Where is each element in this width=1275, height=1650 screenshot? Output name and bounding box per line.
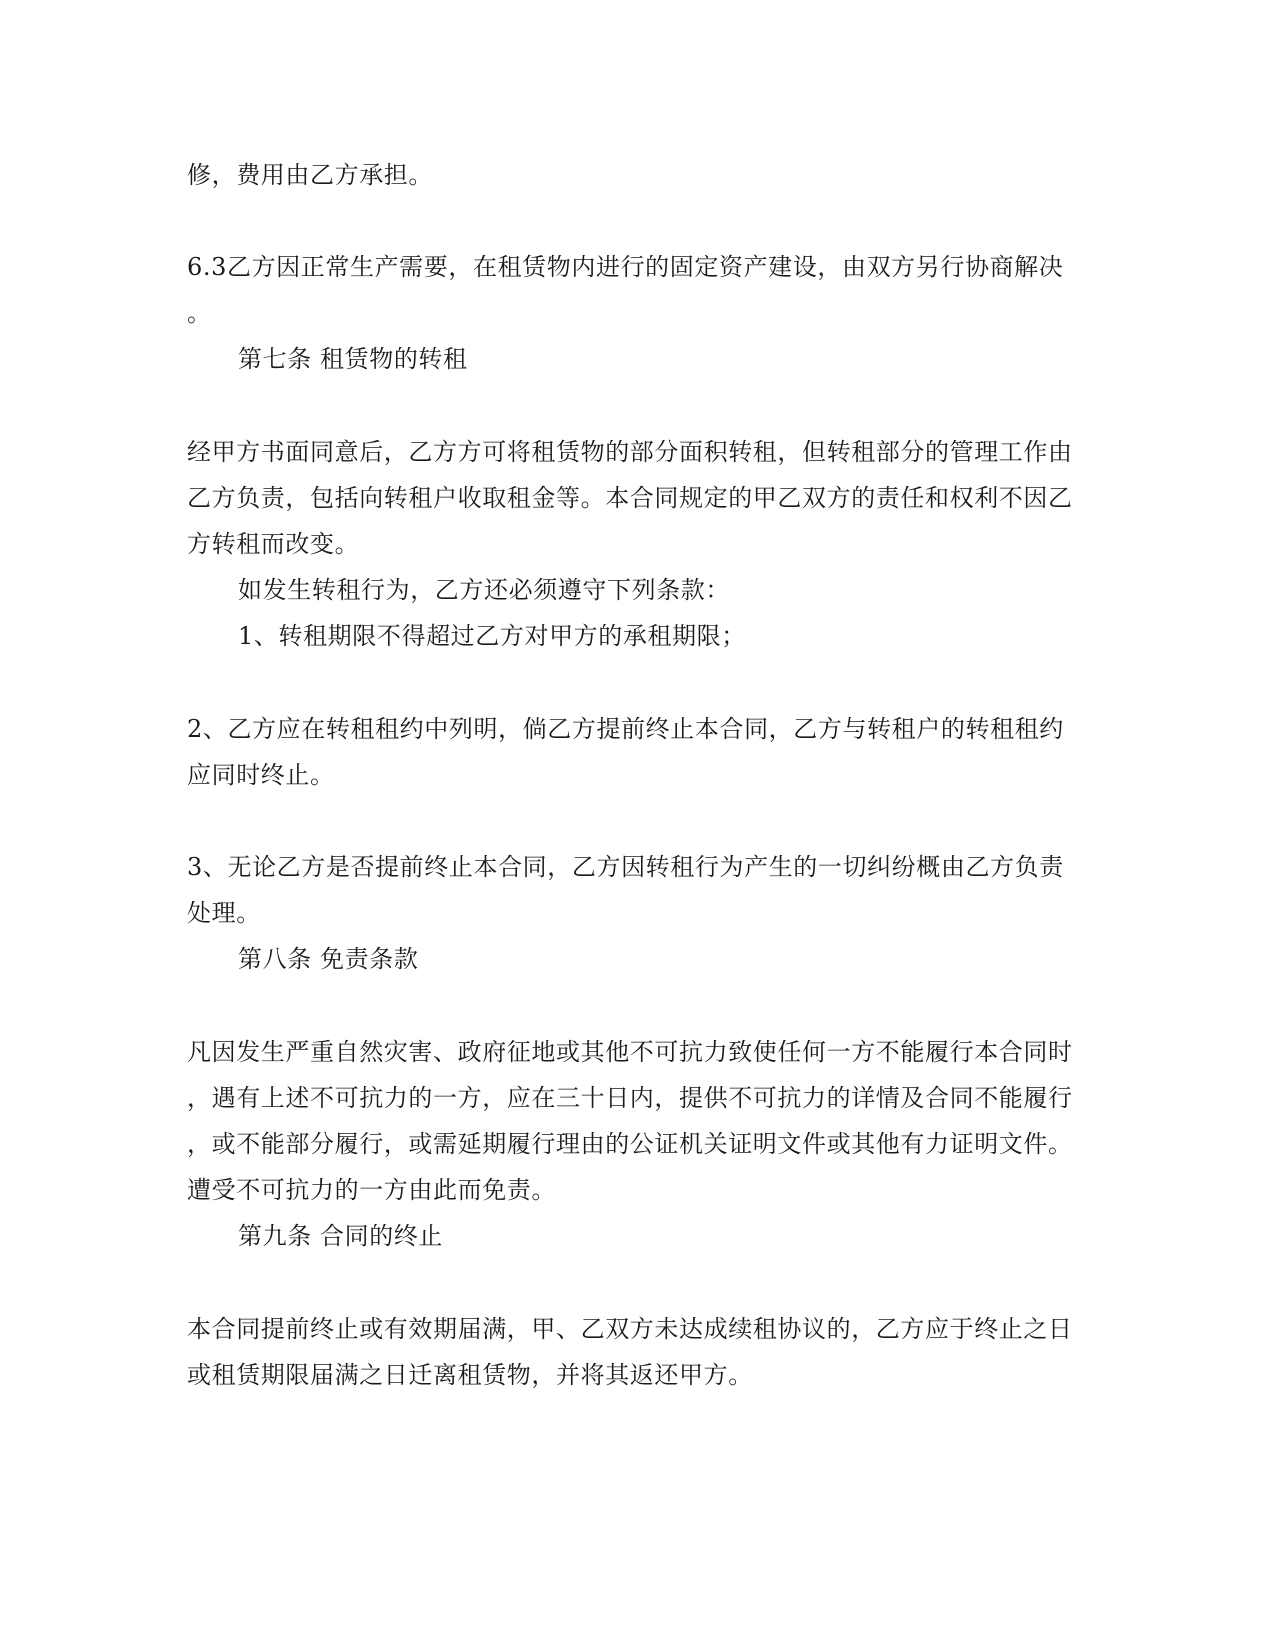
list-item: 2、乙方应在转租租约中列明，倘乙方提前终止本合同，乙方与转租户的转租租约	[187, 715, 1064, 743]
list-item: 3、无论乙方是否提前终止本合同，乙方因转租行为产生的一切纠纷概由乙方负责	[187, 853, 1064, 881]
text-line: 本合同提前终止或有效期届满，甲、乙双方未达成续租协议的，乙方应于终止之日	[187, 1315, 1073, 1343]
section-heading: 第九条 合同的终止	[238, 1222, 444, 1250]
text-line: 乙方负责，包括向转租户收取租金等。本合同规定的甲乙双方的责任和权利不因乙	[187, 484, 1073, 512]
text-line: ，遇有上述不可抗力的一方，应在三十日内，提供不可抗力的详情及合同不能履行	[187, 1084, 1073, 1112]
text-line: 如发生转租行为，乙方还必须遵守下列条款：	[238, 576, 730, 604]
text-line: 凡因发生严重自然灾害、政府征地或其他不可抗力致使任何一方不能履行本合同时	[187, 1038, 1073, 1066]
text-line: 或租赁期限届满之日迁离租赁物，并将其返还甲方。	[187, 1361, 753, 1389]
text-line: 。	[187, 299, 212, 327]
list-item: 1、转租期限不得超过乙方对甲方的承租期限；	[238, 622, 746, 650]
text-line: 6.3乙方因正常生产需要，在租赁物内进行的固定资产建设，由双方另行协商解决	[187, 253, 1064, 281]
text-line: 应同时终止。	[187, 761, 335, 789]
text-line: 修，费用由乙方承担。	[187, 161, 433, 189]
text-line: 处理。	[187, 899, 261, 927]
text-line: ，或不能部分履行，或需延期履行理由的公证机关证明文件或其他有力证明文件。	[187, 1130, 1073, 1158]
section-heading: 第七条 租赁物的转租	[238, 345, 468, 373]
text-line: 遭受不可抗力的一方由此而免责。	[187, 1176, 556, 1204]
text-line: 经甲方书面同意后，乙方方可将租赁物的部分面积转租，但转租部分的管理工作由	[187, 438, 1073, 466]
text-line: 方转租而改变。	[187, 530, 360, 558]
section-heading: 第八条 免责条款	[238, 945, 419, 973]
